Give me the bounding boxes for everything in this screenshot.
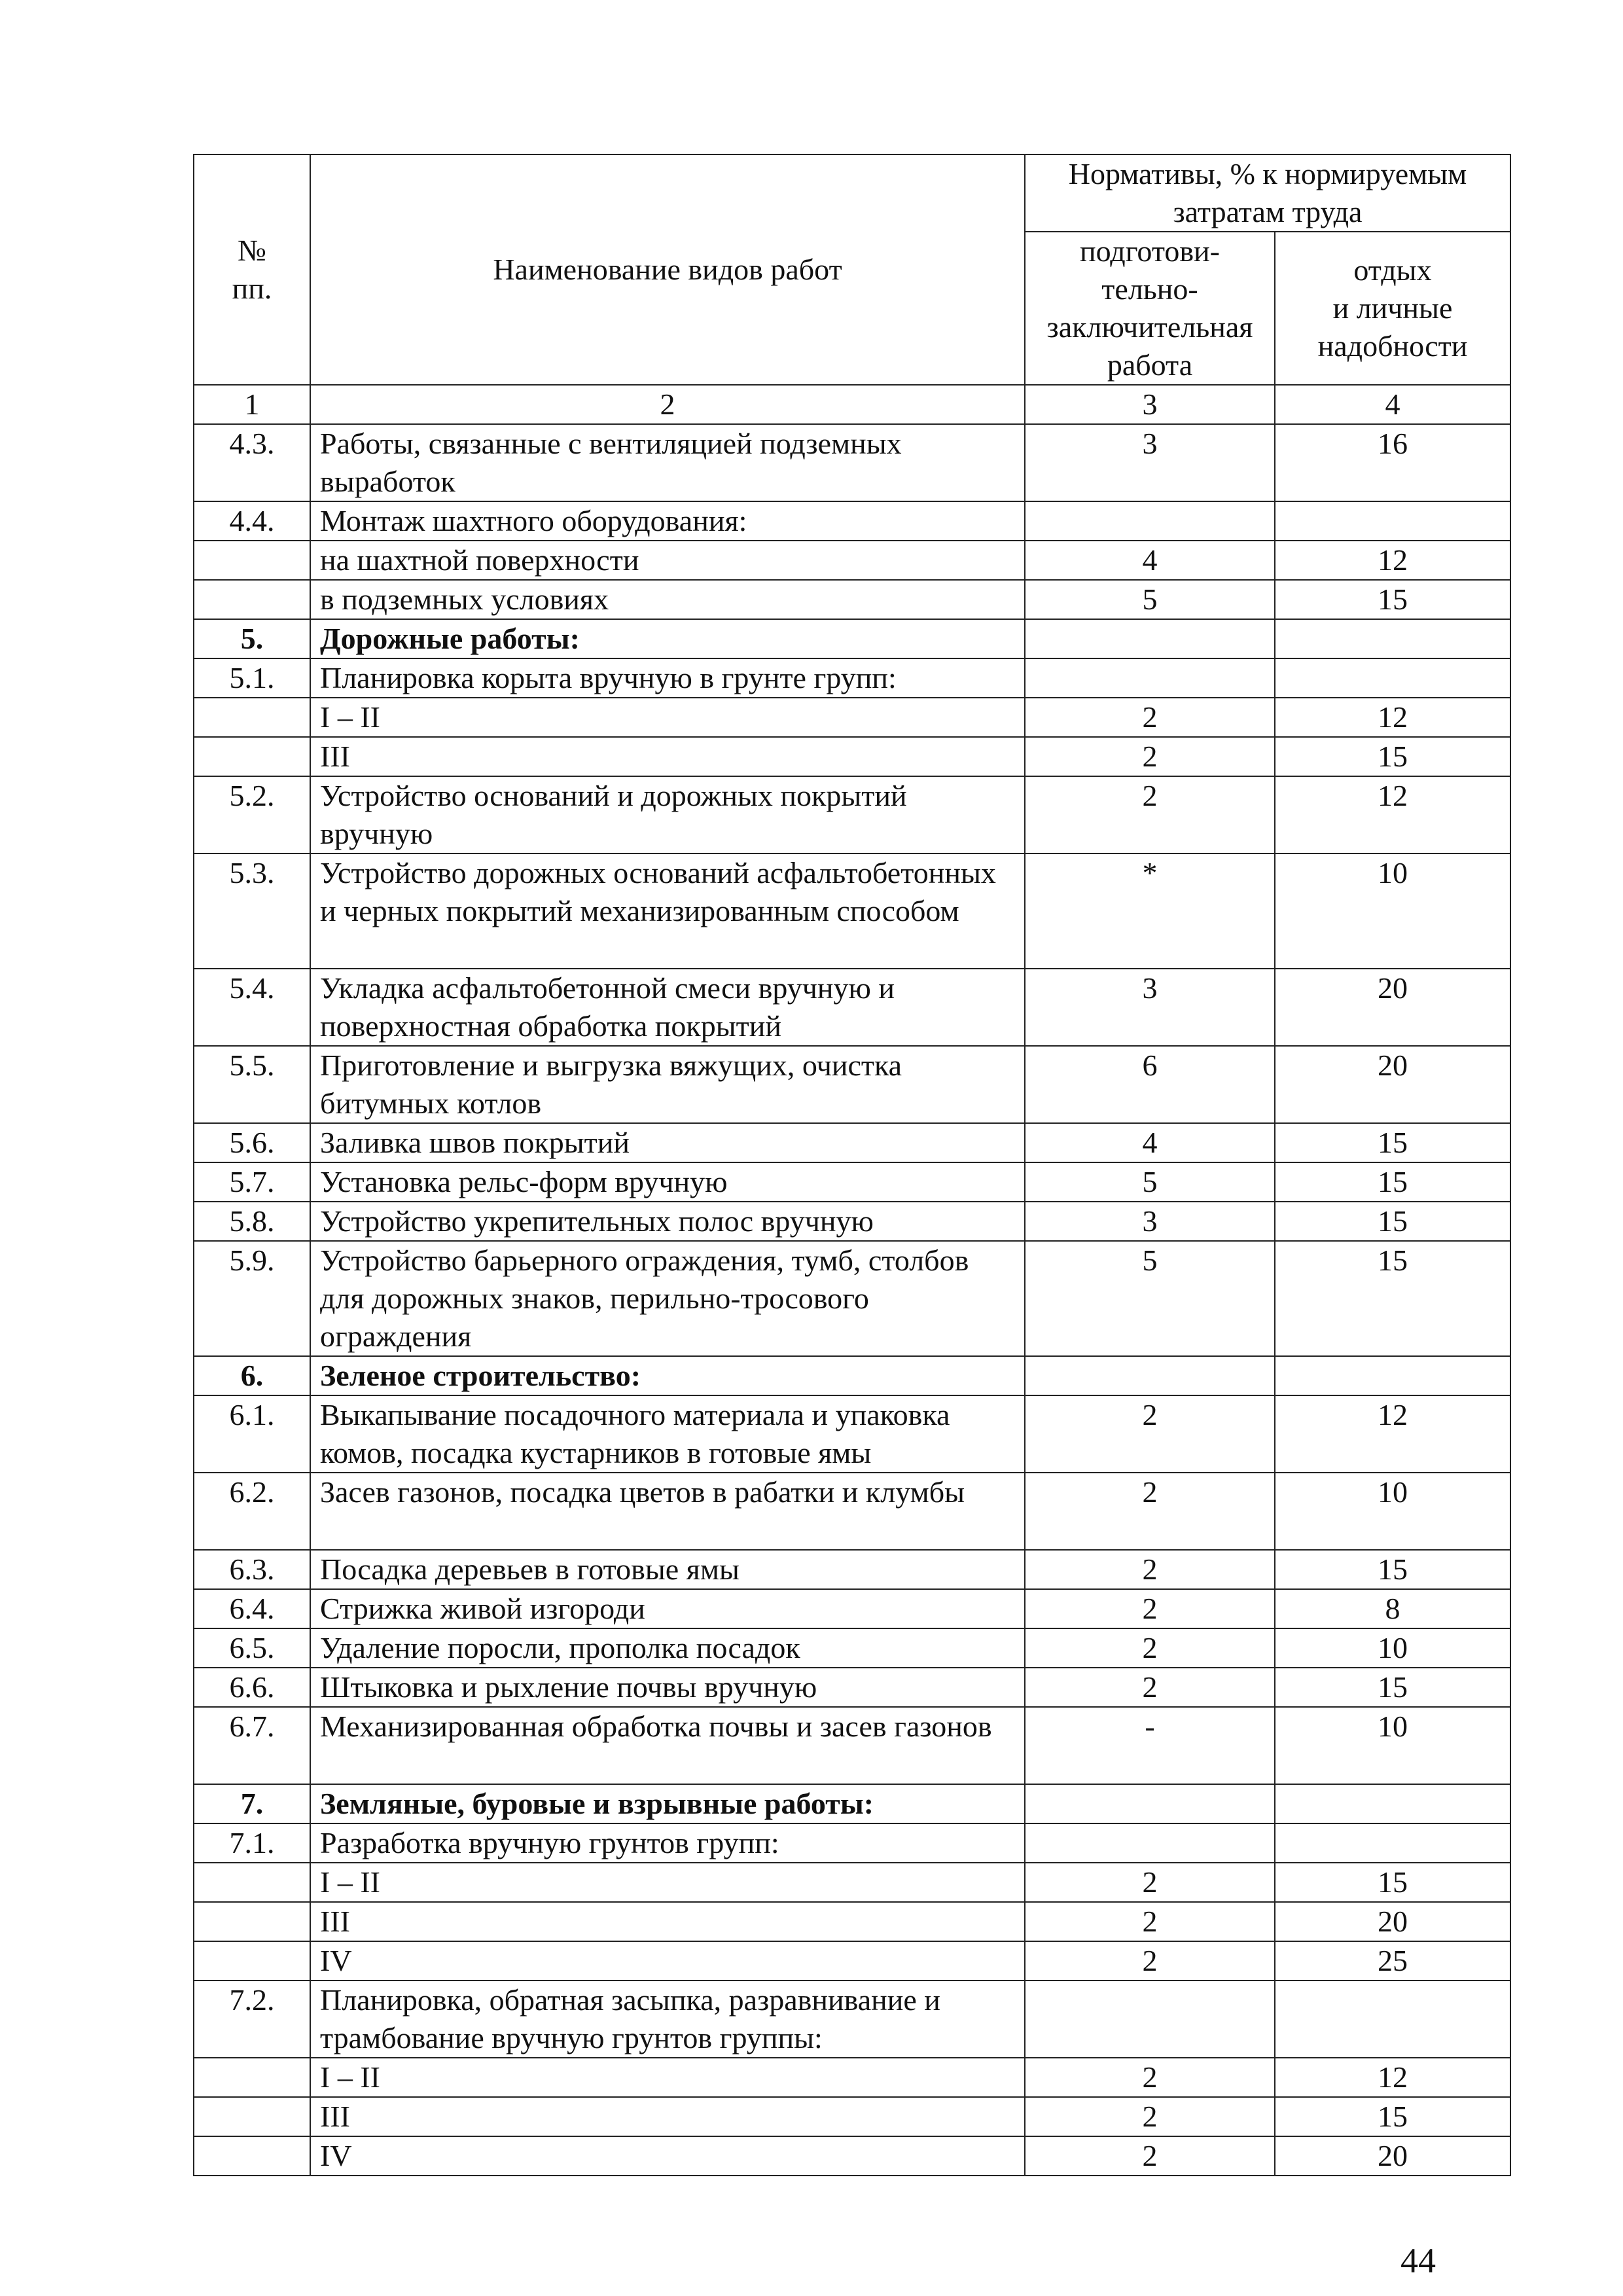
table-row <box>194 580 1510 619</box>
table-row <box>194 776 1510 853</box>
row-preparatory-value: 2 <box>1025 1668 1275 1707</box>
table-row <box>194 1123 1510 1162</box>
row-number: 5.1. <box>194 658 310 698</box>
row-preparatory-value: * <box>1025 853 1275 969</box>
table-row <box>194 853 1510 969</box>
row-rest-value: 12 <box>1275 541 1510 580</box>
row-number <box>194 1863 310 1902</box>
row-work-name: I – II <box>310 2058 1025 2097</box>
table-row <box>194 1046 1510 1123</box>
header-rest: отдых и личные надобности <box>1275 232 1510 385</box>
row-preparatory-value: 6 <box>1025 1046 1275 1123</box>
row-number: 5. <box>194 619 310 658</box>
row-preparatory-value: 3 <box>1025 424 1275 501</box>
table-row <box>194 698 1510 737</box>
row-rest-value: 10 <box>1275 1473 1510 1550</box>
row-work-name: Разработка вручную грунтов групп: <box>310 1823 1025 1863</box>
row-work-name: III <box>310 1902 1025 1941</box>
row-rest-value: 12 <box>1275 2058 1510 2097</box>
row-number <box>194 1902 310 1941</box>
table-row <box>194 619 1510 658</box>
row-preparatory-value: 2 <box>1025 698 1275 737</box>
row-rest-value <box>1275 1981 1510 2058</box>
row-number <box>194 698 310 737</box>
header-index: 2 <box>310 385 1025 424</box>
table-row <box>194 1784 1510 1823</box>
table-row <box>194 1823 1510 1863</box>
row-preparatory-value: 4 <box>1025 541 1275 580</box>
row-number: 6.6. <box>194 1668 310 1707</box>
row-rest-value: 10 <box>1275 1707 1510 1784</box>
row-rest-value: 25 <box>1275 1941 1510 1981</box>
row-preparatory-value: 3 <box>1025 969 1275 1046</box>
table-row <box>194 1628 1510 1668</box>
row-number: 5.2. <box>194 776 310 853</box>
table-row <box>194 1241 1510 1356</box>
row-rest-value: 15 <box>1275 737 1510 776</box>
row-rest-value: 15 <box>1275 1202 1510 1241</box>
table-row <box>194 1981 1510 2058</box>
table-row <box>194 1202 1510 1241</box>
table-row <box>194 1902 1510 1941</box>
row-work-name: Монтаж шахтного оборудования: <box>310 501 1025 541</box>
row-rest-value: 20 <box>1275 2136 1510 2176</box>
row-work-name: Устройство укрепительных полос вручную <box>310 1202 1025 1241</box>
row-rest-value <box>1275 1823 1510 1863</box>
row-rest-value: 12 <box>1275 698 1510 737</box>
table-row <box>194 501 1510 541</box>
row-preparatory-value: 2 <box>1025 2136 1275 2176</box>
table-row <box>194 1356 1510 1395</box>
row-number: 6.3. <box>194 1550 310 1589</box>
row-rest-value <box>1275 501 1510 541</box>
row-work-name: Механизированная обработка почвы и засев газонов <box>310 1707 1025 1784</box>
table-row <box>194 1550 1510 1589</box>
header-work-name: Наименование видов работ <box>310 154 1025 385</box>
row-preparatory-value <box>1025 1784 1275 1823</box>
table-row <box>194 1707 1510 1784</box>
row-rest-value: 20 <box>1275 969 1510 1046</box>
row-work-name: Выкапывание посадочного материала и упаковка комов, посадка кустарников в готовые ямы <box>310 1395 1025 1473</box>
row-work-name: Приготовление и выгрузка вяжущих, очистка битумных котлов <box>310 1046 1025 1123</box>
row-preparatory-value <box>1025 1823 1275 1863</box>
row-number: 4.3. <box>194 424 310 501</box>
row-work-name: IV <box>310 1941 1025 1981</box>
row-work-name: Зеленое строительство: <box>310 1356 1025 1395</box>
table-body <box>194 424 1510 2176</box>
row-work-name: Устройство оснований и дорожных покрытий вручную <box>310 776 1025 853</box>
header-index: 4 <box>1275 385 1510 424</box>
table-row <box>194 969 1510 1046</box>
row-rest-value: 15 <box>1275 2097 1510 2136</box>
row-work-name: IV <box>310 2136 1025 2176</box>
row-rest-value: 15 <box>1275 1550 1510 1589</box>
header-norms: Нормативы, % к нормируемым затратам труда <box>1025 154 1510 232</box>
row-preparatory-value: 2 <box>1025 1550 1275 1589</box>
row-rest-value: 15 <box>1275 1863 1510 1902</box>
table-row <box>194 2058 1510 2097</box>
header-preparatory: подготови- тельно- заключительная работа <box>1025 232 1275 385</box>
row-rest-value: 16 <box>1275 424 1510 501</box>
table-row <box>194 1589 1510 1628</box>
row-preparatory-value: 2 <box>1025 1473 1275 1550</box>
row-preparatory-value: 2 <box>1025 1395 1275 1473</box>
row-rest-value <box>1275 1784 1510 1823</box>
table-row <box>194 658 1510 698</box>
row-work-name: I – II <box>310 1863 1025 1902</box>
table-row <box>194 424 1510 501</box>
norms-table <box>193 154 1511 2176</box>
row-preparatory-value: 5 <box>1025 580 1275 619</box>
row-number: 6.2. <box>194 1473 310 1550</box>
row-rest-value <box>1275 1356 1510 1395</box>
row-number: 7.1. <box>194 1823 310 1863</box>
row-work-name: III <box>310 2097 1025 2136</box>
row-preparatory-value: 3 <box>1025 1202 1275 1241</box>
row-rest-value: 8 <box>1275 1589 1510 1628</box>
row-rest-value <box>1275 619 1510 658</box>
row-preparatory-value: 5 <box>1025 1241 1275 1356</box>
row-rest-value: 10 <box>1275 1628 1510 1668</box>
row-number: 6.7. <box>194 1707 310 1784</box>
table-row <box>194 1668 1510 1707</box>
row-number: 5.4. <box>194 969 310 1046</box>
row-work-name: Заливка швов покрытий <box>310 1123 1025 1162</box>
header-index: 3 <box>1025 385 1275 424</box>
row-preparatory-value <box>1025 1356 1275 1395</box>
row-number: 6.1. <box>194 1395 310 1473</box>
row-number: 7.2. <box>194 1981 310 2058</box>
row-preparatory-value <box>1025 619 1275 658</box>
table-header <box>194 154 1510 424</box>
table-row <box>194 1395 1510 1473</box>
row-number <box>194 2097 310 2136</box>
row-work-name: Укладка асфальтобетонной смеси вручную и поверхностная обработка покрытий <box>310 969 1025 1046</box>
row-rest-value: 15 <box>1275 1162 1510 1202</box>
row-rest-value <box>1275 658 1510 698</box>
row-preparatory-value: 2 <box>1025 2058 1275 2097</box>
row-preparatory-value: 2 <box>1025 737 1275 776</box>
row-work-name: Работы, связанные с вентиляцией подземных выработок <box>310 424 1025 501</box>
row-number: 7. <box>194 1784 310 1823</box>
row-rest-value: 12 <box>1275 1395 1510 1473</box>
table-row <box>194 1162 1510 1202</box>
row-work-name: Устройство барьерного ограждения, тумб, столбов для дорожных знаков, перильно-тросового ограждения <box>310 1241 1025 1356</box>
row-number: 6.4. <box>194 1589 310 1628</box>
table-row <box>194 1863 1510 1902</box>
row-preparatory-value: 2 <box>1025 1941 1275 1981</box>
header-number: № пп. <box>194 154 310 385</box>
row-work-name: Штыковка и рыхление почвы вручную <box>310 1668 1025 1707</box>
row-work-name: Планировка, обратная засыпка, разравнивание и трамбование вручную грунтов группы: <box>310 1981 1025 2058</box>
table-row <box>194 2097 1510 2136</box>
row-number: 6.5. <box>194 1628 310 1668</box>
row-number: 6. <box>194 1356 310 1395</box>
row-preparatory-value: 2 <box>1025 776 1275 853</box>
row-preparatory-value: 4 <box>1025 1123 1275 1162</box>
row-number <box>194 580 310 619</box>
row-work-name: Устройство дорожных оснований асфальтобетонных и черных покрытий механизированным способом <box>310 853 1025 969</box>
row-number: 5.6. <box>194 1123 310 1162</box>
row-number <box>194 2136 310 2176</box>
row-work-name: Земляные, буровые и взрывные работы: <box>310 1784 1025 1823</box>
row-number: 5.7. <box>194 1162 310 1202</box>
row-work-name: I – II <box>310 698 1025 737</box>
row-rest-value: 12 <box>1275 776 1510 853</box>
row-preparatory-value: 2 <box>1025 1589 1275 1628</box>
row-rest-value: 10 <box>1275 853 1510 969</box>
row-work-name: на шахтной поверхности <box>310 541 1025 580</box>
table-row <box>194 541 1510 580</box>
row-number: 4.4. <box>194 501 310 541</box>
row-number <box>194 1941 310 1981</box>
row-rest-value: 15 <box>1275 1241 1510 1356</box>
row-work-name: в подземных условиях <box>310 580 1025 619</box>
row-preparatory-value <box>1025 658 1275 698</box>
row-preparatory-value: 2 <box>1025 2097 1275 2136</box>
row-work-name: Стрижка живой изгороди <box>310 1589 1025 1628</box>
row-work-name: III <box>310 737 1025 776</box>
table-row <box>194 2136 1510 2176</box>
row-work-name: Посадка деревьев в готовые ямы <box>310 1550 1025 1589</box>
row-work-name: Дорожные работы: <box>310 619 1025 658</box>
row-work-name: Засев газонов, посадка цветов в рабатки и клумбы <box>310 1473 1025 1550</box>
row-rest-value: 15 <box>1275 580 1510 619</box>
row-number <box>194 2058 310 2097</box>
row-rest-value: 15 <box>1275 1123 1510 1162</box>
table-row <box>194 1941 1510 1981</box>
row-rest-value: 15 <box>1275 1668 1510 1707</box>
row-preparatory-value: 2 <box>1025 1863 1275 1902</box>
row-rest-value: 20 <box>1275 1046 1510 1123</box>
row-number: 5.3. <box>194 853 310 969</box>
row-preparatory-value: 2 <box>1025 1628 1275 1668</box>
row-preparatory-value: - <box>1025 1707 1275 1784</box>
table-row <box>194 1473 1510 1550</box>
row-work-name: Установка рельс-форм вручную <box>310 1162 1025 1202</box>
row-preparatory-value <box>1025 1981 1275 2058</box>
header-index-row <box>194 385 1510 424</box>
row-preparatory-value: 2 <box>1025 1902 1275 1941</box>
page-number: 44 <box>1400 2241 1436 2280</box>
table-row <box>194 737 1510 776</box>
row-number: 5.5. <box>194 1046 310 1123</box>
row-number <box>194 737 310 776</box>
row-number <box>194 541 310 580</box>
row-preparatory-value <box>1025 501 1275 541</box>
row-rest-value: 20 <box>1275 1902 1510 1941</box>
header-index: 1 <box>194 385 310 424</box>
row-preparatory-value: 5 <box>1025 1162 1275 1202</box>
row-number: 5.9. <box>194 1241 310 1356</box>
row-number: 5.8. <box>194 1202 310 1241</box>
row-work-name: Планировка корыта вручную в грунте групп: <box>310 658 1025 698</box>
row-work-name: Удаление поросли, прополка посадок <box>310 1628 1025 1668</box>
